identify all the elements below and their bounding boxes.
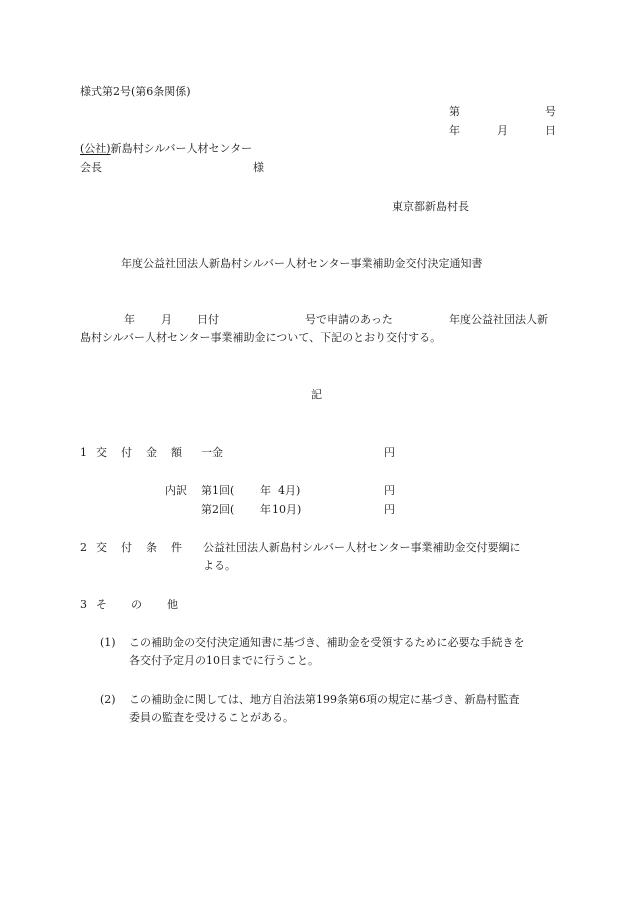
item3-number: 3 bbox=[80, 598, 87, 611]
item3-label-3: 他 bbox=[167, 598, 178, 611]
sub-2-line2: 委員の監査を受けることがある。 bbox=[129, 711, 294, 724]
item2-label-1: 交 bbox=[96, 541, 107, 554]
sub-1-number: (1) bbox=[100, 636, 116, 649]
form-label: 様式第2号(第6条関係) bbox=[80, 85, 191, 98]
recipient-org bbox=[80, 143, 252, 154]
item1-amount-prefix: 一金 bbox=[201, 446, 223, 459]
item1-number: 1 bbox=[80, 446, 87, 459]
item2-line1: 公益社団法人新島村シルバー人材センター事業補助金交付要綱に bbox=[203, 541, 521, 554]
breakdown-row-2-nen: 年 bbox=[260, 503, 271, 516]
sub-2-number: (2) bbox=[100, 693, 116, 706]
body-go-text: 号で申請のあった bbox=[305, 313, 393, 326]
item1-label-2: 付 bbox=[121, 446, 132, 459]
item2-label-3: 条 bbox=[146, 541, 157, 554]
sub-1-line2: 各交付予定月の10日までに行うこと。 bbox=[129, 654, 319, 667]
item3-label-1: そ bbox=[96, 598, 107, 611]
ki-heading: 記 bbox=[311, 388, 322, 401]
date-tsuki: 月 bbox=[497, 124, 508, 137]
body-nen: 年 bbox=[124, 313, 135, 326]
breakdown-row-1-name: 第1回( bbox=[201, 484, 235, 497]
item2-number: 2 bbox=[80, 541, 87, 554]
item1-label-3: 金 bbox=[146, 446, 157, 459]
recipient-org-name: 新島村シルバー人材センター bbox=[110, 142, 253, 155]
body-tsuki: 月 bbox=[161, 313, 172, 326]
body-hizuke: 日付 bbox=[197, 313, 219, 326]
item1-label-1: 交 bbox=[96, 446, 107, 459]
date-hi: 日 bbox=[545, 124, 556, 137]
breakdown-label: 内訳 bbox=[165, 484, 187, 497]
recipient-org-prefix: (公社) bbox=[80, 142, 111, 155]
breakdown-row-1-month: 4月) bbox=[278, 484, 301, 497]
breakdown-row-1-yen: 円 bbox=[384, 484, 395, 497]
recipient-title: 会長 bbox=[80, 161, 102, 174]
item2-label-4: 件 bbox=[171, 541, 182, 554]
ref-dai: 第 bbox=[449, 105, 460, 118]
recipient-honorific: 様 bbox=[253, 161, 264, 174]
item1-label-4: 額 bbox=[171, 446, 182, 459]
sender: 東京都新島村長 bbox=[392, 200, 469, 213]
breakdown-row-2-name: 第2回( bbox=[201, 503, 235, 516]
breakdown-row-2-month: 10月) bbox=[272, 503, 302, 516]
breakdown-row-1-nen: 年 bbox=[260, 484, 271, 497]
body-line2: 島村シルバー人材センター事業補助金について、下記のとおり交付する。 bbox=[80, 331, 442, 344]
breakdown-row-2-yen: 円 bbox=[384, 503, 395, 516]
ref-go: 号 bbox=[545, 105, 556, 118]
item1-yen: 円 bbox=[384, 446, 395, 459]
date-nen: 年 bbox=[449, 124, 460, 137]
item2-label-2: 付 bbox=[121, 541, 132, 554]
sub-1-line1: この補助金の交付決定通知書に基づき、補助金を受領するために必要な手続きを bbox=[129, 636, 525, 649]
item3-label-2: の bbox=[131, 598, 142, 611]
sub-2-line1: この補助金に関しては、地方自治法第199条第6項の規定に基づき、新島村監査 bbox=[129, 693, 520, 706]
body-line1-end: 年度公益社団法人新 bbox=[449, 313, 548, 326]
item2-line2: よる。 bbox=[203, 559, 236, 572]
document-title: 年度公益社団法人新島村シルバー人材センター事業補助金交付決定通知書 bbox=[121, 257, 483, 270]
